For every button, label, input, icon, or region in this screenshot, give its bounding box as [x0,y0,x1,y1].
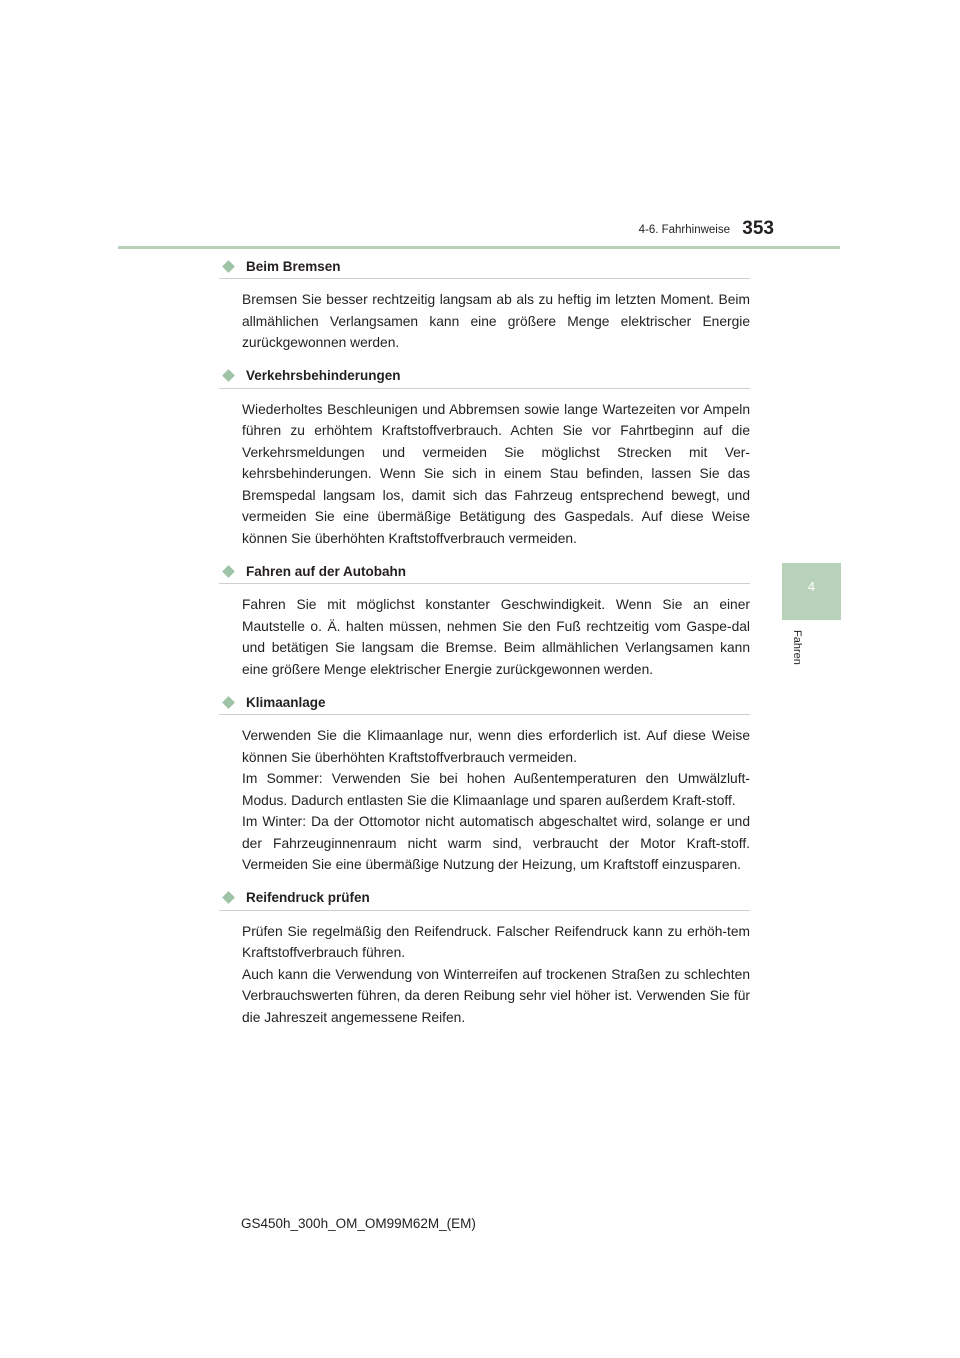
subsection-autobahn [219,559,750,680]
diamond-bullet-icon [222,891,235,904]
heading-text: Klimaanlage [246,694,326,710]
chapter-number: 4 [807,579,816,594]
paragraph: Auch kann die Verwendung von Winterreifen auf trockenen Straßen zu schlechten Verbrauchswerten führen, da deren Reibung sehr viel höher ist. Verwenden Sie für die Jahreszeit angemessene Reifen. [242,966,750,1025]
paragraph: Im Winter: Da der Ottomotor nicht automatisch abgeschaltet wird, solange er und der Fahrzeuginnenraum nicht warm sind, verbraucht der Motor Kraft-stoff. Vermeiden Sie eine übermäßige Nutzung der Heizung, um Kraftstoff einzusparen. [242,814,750,872]
paragraph: Wiederholtes Beschleunigen und Abbremsen sowie lange Wartezeiten vor Ampeln führen zu erhöhtem Kraftstoffverbrauch. Achten Sie vor Fahrtbeginn auf die Verkehrsmeldungen und vermeiden Sie möglichst Strecken mit Ver-kehrsbehinderungen. Wenn Sie sich in einem Stau befinden, lassen Sie das Bremspedal langsam los, damit sich das Fahrzeug entsprechend bewegt, und vermeiden Sie eine übermäßige Betätigung des Gaspedals. Auf diese Weise können Sie überhöhten Kraftstoffverbrauch vermeiden. [242,401,750,546]
paragraph: Im Sommer: Verwenden Sie bei hohen Außentemperaturen den Umwälzluft-Modus. Dadurch entlasten Sie die Klimaanlage und sparen außerdem Kraft-stoff. [242,771,750,808]
subsection-heading [219,559,750,584]
diamond-bullet-icon [222,369,235,382]
diamond-bullet-icon [222,565,235,578]
subsection-verkehrsbehinderungen [219,364,750,550]
heading-text: Reifendruck prüfen [246,890,370,905]
paragraph: Bremsen Sie besser rechtzeitig langsam ab als zu heftig im letzten Moment. Beim allmählichen Verlangsamen kann eine größere Menge elektrischer Energie zurückgewonnen werden. [242,292,750,350]
paragraph: Verwenden Sie die Klimaanlage nur, wenn dies erforderlich ist. Auf diese Weise können Sie überhöhten Kraftstoffverbrauch vermeiden. [242,728,750,765]
subsection-heading [219,690,750,715]
subsection-klimaanlage [219,690,750,876]
subsection-heading [219,886,750,911]
heading-text: Verkehrsbehinderungen [246,368,401,383]
chapter-name: Fahren [791,630,803,665]
subsection-bremsen [219,254,750,354]
page-header [118,216,840,249]
subsection-heading [219,364,750,389]
document-id: GS450h_300h_OM_OM99M62M_(EM) [241,1216,476,1231]
section-title: 4-6. Fahrhinweise [638,224,730,236]
heading-text: Beim Bremsen [246,258,341,274]
page-number: 353 [742,218,774,239]
subsection-reifendruck [219,886,750,1029]
subsection-heading [219,254,750,279]
paragraph: Prüfen Sie regelmäßig den Reifendruck. Falscher Reifendruck kann zu erhöh-tem Kraftstoffverbrauch führen. [242,923,750,960]
heading-text: Fahren auf der Autobahn [246,563,407,579]
diamond-bullet-icon [222,260,235,273]
paragraph: Fahren Sie mit möglichst konstanter Geschwindigkeit. Wenn Sie an einer Mautstelle o. Ä. halten müssen, nehmen Sie den Fuß rechtzeitig vom Gaspe-dal und betätigen Sie langsam die Bremse. Beim allmählichen Verlangsamen kann eine größere Menge elektrischer Energie zurückgewonnen werden. [242,597,750,677]
page-content [219,254,750,1028]
chapter-tab [782,563,841,620]
diamond-bullet-icon [222,696,235,709]
